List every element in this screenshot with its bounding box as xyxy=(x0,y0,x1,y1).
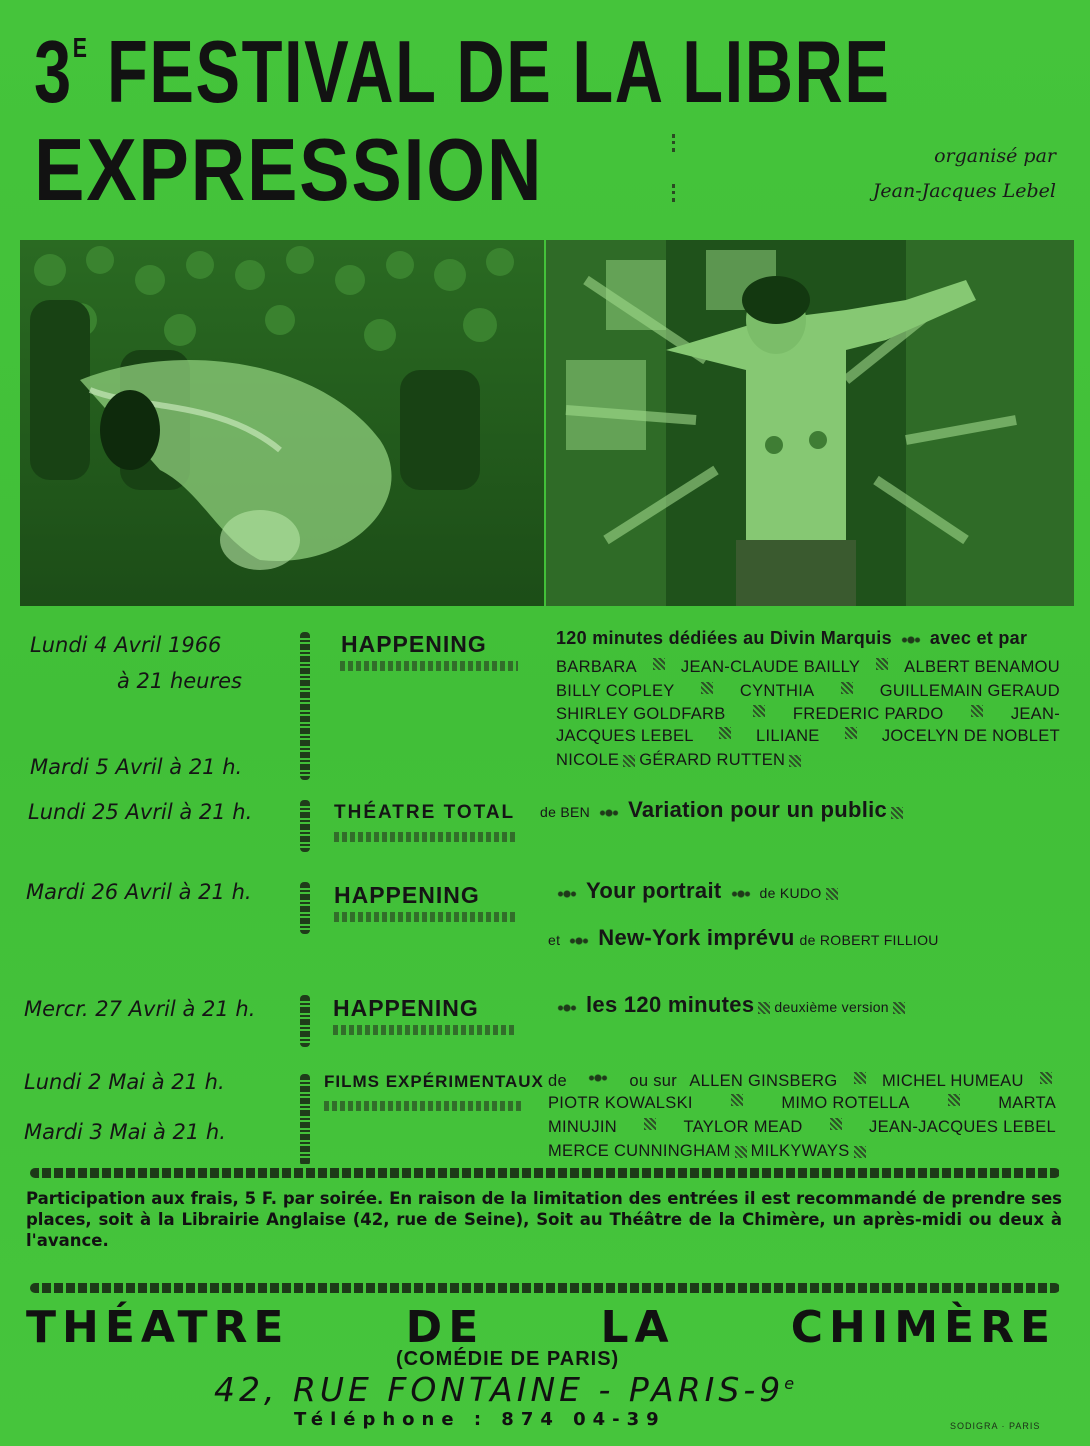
event1-cast-row3: SHIRLEY GOLDFARB FREDERIC PARDO JEAN- xyxy=(556,705,1060,723)
ornament-icon xyxy=(758,1002,770,1014)
event1-type: HAPPENING xyxy=(341,631,487,657)
chain-separator xyxy=(300,882,310,934)
chain-separator xyxy=(300,995,310,1047)
printer-mark: SODIGRA · PARIS xyxy=(950,1421,1041,1431)
decorative-rule xyxy=(340,661,518,671)
ornament-icon xyxy=(876,658,888,670)
ornament-icon xyxy=(731,1094,743,1106)
event3-type: HAPPENING xyxy=(334,882,480,908)
photo-performer-stage xyxy=(546,240,1074,606)
festival-title-line2: EXPRESSION xyxy=(34,120,544,219)
photo-audience-performance xyxy=(20,240,544,606)
ornament-icon xyxy=(585,1072,611,1084)
festival-title-line1: $3^E$ FESTIVAL DE LA LIBRE xyxy=(34,22,891,121)
ornament-icon xyxy=(826,888,838,900)
decorative-rule xyxy=(333,1025,515,1035)
divider-dots xyxy=(672,134,687,152)
venue-subtitle: (COMÉDIE DE PARIS) xyxy=(396,1348,620,1370)
event1-date2: Mardi 5 Avril à 21 h. xyxy=(30,755,243,779)
ornament-icon xyxy=(653,658,665,670)
event2-type: THÉATRE TOTAL xyxy=(334,802,516,823)
ornament-icon xyxy=(623,755,635,767)
ornament-icon xyxy=(971,705,983,717)
event4-type: HAPPENING xyxy=(333,995,479,1021)
event3-desc-line2: et New-York imprévu de ROBERT FILLIOU xyxy=(548,925,939,950)
event5-row1: de ou sur ALLEN GINSBERG MICHEL HUMEAU xyxy=(548,1072,1056,1091)
ornament-icon xyxy=(948,1094,960,1106)
ornament-icon xyxy=(753,705,765,717)
event5-date: Lundi 2 Mai à 21 h. xyxy=(24,1070,225,1094)
ornament-icon xyxy=(566,935,592,947)
ornament-icon xyxy=(719,727,731,739)
ornament-icon xyxy=(854,1072,866,1084)
chain-separator xyxy=(300,800,310,852)
event4-date: Mercr. 27 Avril à 21 h. xyxy=(24,997,256,1021)
event5-row4: MERCE CUNNINGHAM MILKYWAYS xyxy=(548,1142,870,1161)
decorative-rule xyxy=(324,1101,524,1111)
event2-date: Lundi 25 Avril à 21 h. xyxy=(28,800,253,824)
ornament-icon xyxy=(830,1118,842,1130)
ornament-icon xyxy=(728,888,754,900)
organise-par-label: organisé par xyxy=(934,145,1056,167)
event1-date: Lundi 4 Avril 1966 xyxy=(30,633,222,657)
ornament-icon xyxy=(554,888,580,900)
event5-type: FILMS EXPÉRIMENTAUX xyxy=(324,1072,544,1091)
ornament-icon xyxy=(735,1146,747,1158)
ornament-icon xyxy=(854,1146,866,1158)
ornament-icon xyxy=(891,807,903,819)
ornament-icon xyxy=(644,1118,656,1130)
venue-telephone: Téléphone : 874 04-39 xyxy=(294,1409,666,1430)
ornamental-band xyxy=(30,1283,1060,1293)
decorative-rule xyxy=(334,912,516,922)
event1-desc-line1: 120 minutes dédiées au Divin Marquis avec et par xyxy=(556,628,1028,648)
venue-name: THÉATRE DE LA CHIMÈRE xyxy=(26,1302,1056,1353)
participation-info: Participation aux frais, 5 F. par soirée. En raison de la limitation des entrées il est recommandé de prendre ses places, soit à la Librairie Anglaise (42, rue de Seine), Soit au Théâtre de la Chimère, un après-midi ou deux à l'avance. xyxy=(26,1189,1062,1250)
event1-cast-row1: BARBARA JEAN-CLAUDE BAILLY ALBERT BENAMOU xyxy=(556,658,1060,676)
organizer-name: Jean-Jacques Lebel xyxy=(872,180,1056,202)
chain-separator xyxy=(300,632,310,780)
divider-dots xyxy=(672,184,687,202)
ornament-icon xyxy=(845,727,857,739)
event3-desc-line1: Your portrait de KUDO xyxy=(548,878,842,904)
event1-time: à 21 heures xyxy=(117,669,242,693)
ornament-icon xyxy=(701,682,713,694)
ornament-icon xyxy=(1040,1072,1052,1084)
event5-row3: MINUJIN TAYLOR MEAD JEAN-JACQUES LEBEL xyxy=(548,1118,1056,1136)
chain-separator xyxy=(300,1074,310,1166)
event3-date: Mardi 26 Avril à 21 h. xyxy=(26,880,252,904)
ornament-icon xyxy=(893,1002,905,1014)
decorative-rule xyxy=(334,832,516,842)
event5-row2: PIOTR KOWALSKI MIMO ROTELLA MARTA xyxy=(548,1094,1056,1112)
ornament-icon xyxy=(596,807,622,819)
event1-cast-row2: BILLY COPLEY CYNTHIA GUILLEMAIN GERAUD xyxy=(556,682,1060,700)
event4-desc: les 120 minutes deuxième version xyxy=(548,992,909,1018)
event1-cast-row5: NICOLE GÉRARD RUTTEN xyxy=(556,751,805,770)
venue-address: 42, RUE FONTAINE - PARIS-9e xyxy=(214,1370,799,1409)
ornament-icon xyxy=(789,755,801,767)
ornament-icon xyxy=(841,682,853,694)
event2-desc: de BEN Variation pour un public xyxy=(540,797,907,823)
ornamental-band xyxy=(30,1168,1060,1178)
event5-date2: Mardi 3 Mai à 21 h. xyxy=(24,1120,226,1144)
ornament-icon xyxy=(898,634,924,646)
ornament-icon xyxy=(554,1002,580,1014)
event1-cast-row4: JACQUES LEBEL LILIANE JOCELYN DE NOBLET xyxy=(556,727,1060,745)
